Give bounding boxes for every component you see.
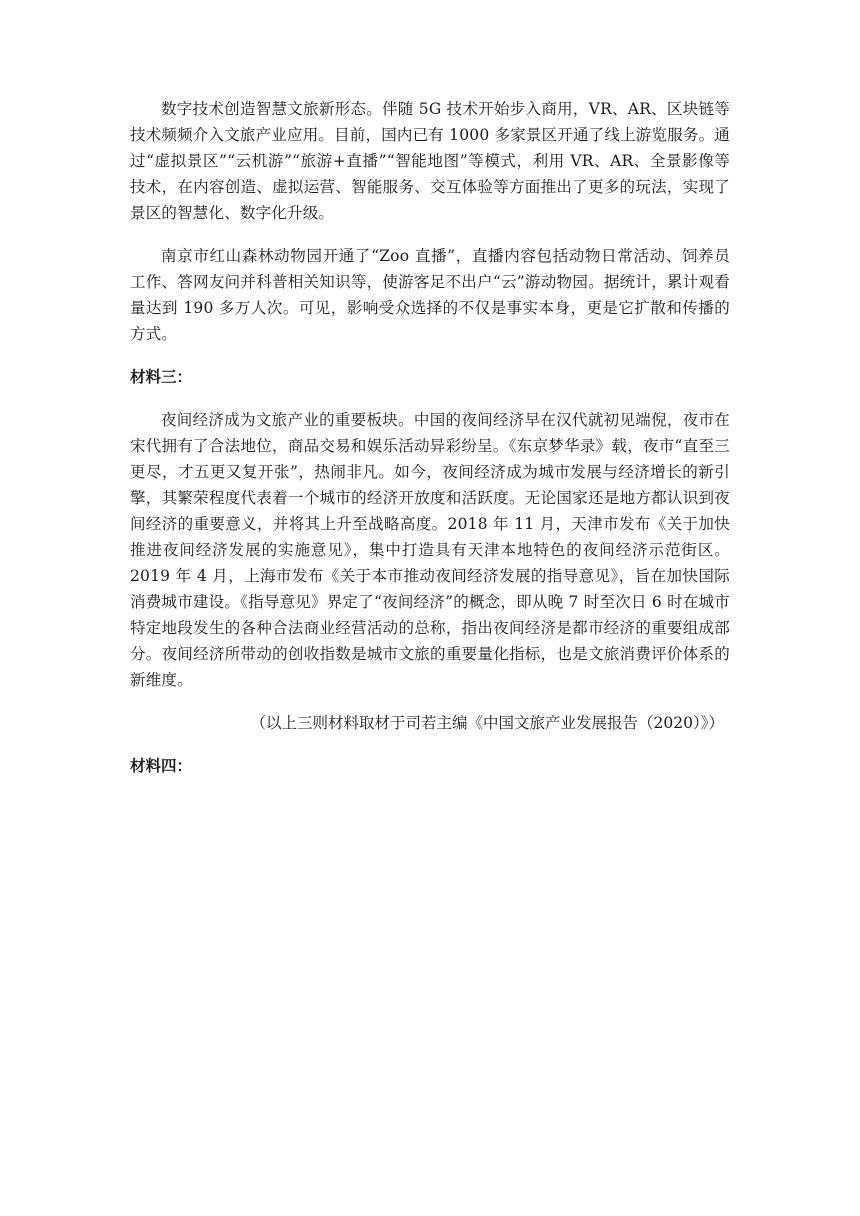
paragraph-spacer	[130, 390, 730, 407]
paragraph-spacer	[130, 347, 730, 364]
material-4-heading: 材料四：	[130, 757, 193, 775]
paragraph-spacer	[130, 693, 730, 710]
paragraph-digital-tourism: 数字技术创造智慧文旅新形态。伴随 5G 技术开始步入商用，VR、AR、区块链等技术频频介入文旅产业应用。目前，国内已有 1000 多家景区开通了线上游览服务。通过“虚拟景区”“云机游”“旅游+直播”“智能地图”等模式，利用 VR、AR、全景影像等技术，在内容创造、虚拟运营、智能服务、交互体验等方面推出了更多的玩法，实现了景区的智慧化、数字化升级。	[130, 100, 731, 222]
paragraph-zoo-livestream: 南京市红山森林动物园开通了“Zoo 直播”，直播内容包括动物日常活动、饲养员工作、答网友问并科普相关知识等，使游客足不出户“云”游动物园。据统计，累计观看量达到 190 多万人次。可见，影响受众选择的不仅是事实本身，更是它扩散和传播的方式。	[130, 247, 730, 343]
paragraph-spacer	[130, 736, 730, 753]
material-3-heading: 材料三：	[130, 368, 193, 386]
source-citation: （以上三则材料取材于司若主编《中国文旅产业发展报告（2020）》）	[250, 714, 724, 732]
paragraph-spacer	[130, 226, 730, 243]
document-body	[130, 96, 730, 779]
paragraph-night-economy: 夜间经济成为文旅产业的重要板块。中国的夜间经济早在汉代就初见端倪，夜市在宋代拥有了合法地位，商品交易和娱乐活动异彩纷呈。《东京梦华录》载，夜市“直至三更尽，才五更又复开张”，热闹非凡。如今，夜间经济成为城市发展与经济增长的新引擎，其繁荣程度代表着一个城市的经济开放度和活跃度。无论国家还是地方都认识到夜间经济的重要意义，并将其上升至战略高度。2018 年 11 月，天津市发布《关于加快推进夜间经济发展的实施意见》，集中打造具有天津本地特色的夜间经济示范街区。2019 年 4 月，上海市发布《关于本市推动夜间经济发展的指导意见》，旨在加快国际消费城市建设。《指导意见》界定了“夜间经济”的概念，即从晚 7 时至次日 6 时在城市特定地段发生的各种合法商业经营活动的总称，指出夜间经济是都市经济的重要组成部分。夜间经济所带动的创收指数是城市文旅的重要量化指标，也是文旅消费评价体系的新维度。	[130, 411, 730, 689]
